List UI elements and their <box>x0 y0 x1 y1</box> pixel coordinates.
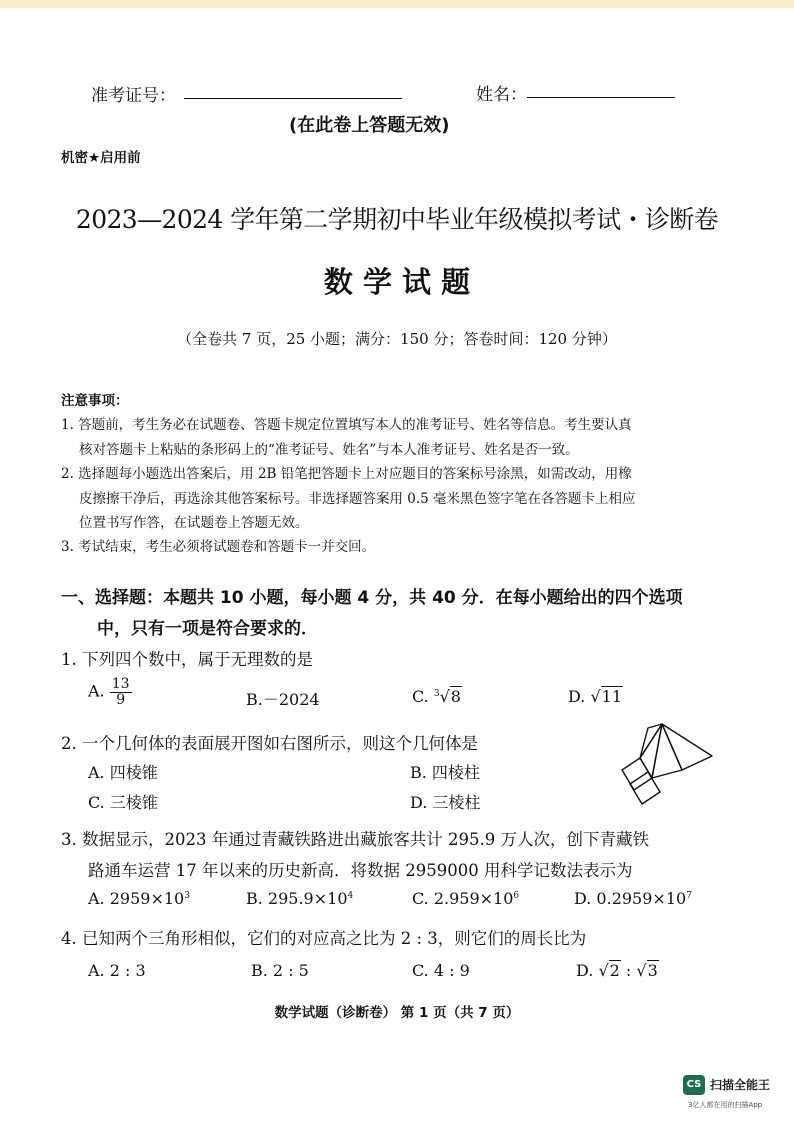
secret-mark: 机密★启用前 <box>61 150 141 166</box>
exam-id-label: 准考证号： <box>91 86 176 106</box>
note-1-line-2: 核对答题卡上粘贴的条形码上的“准考证号、姓名”与本人准考证号、姓名是否一致。 <box>79 442 579 458</box>
q4-d-separator: : <box>620 961 637 980</box>
name-label: 姓名： <box>476 85 527 105</box>
q1-option-c <box>412 687 462 706</box>
q4-option-d <box>576 961 659 980</box>
q1-c-cube-root: $^3$√8 <box>433 687 461 706</box>
q1-c-root-index: 3 <box>433 689 440 699</box>
section-1-heading-cont: 中，只有一项是符合要求的． <box>97 619 318 639</box>
net-figure <box>600 722 720 808</box>
q3-b-exponent: 4 <box>347 891 354 901</box>
q2-option-c: C. 三棱锥 <box>88 793 158 812</box>
q3-d-exponent: 7 <box>686 891 692 901</box>
q3-stem-line-1: 3. 数据显示，2023 年通过青藏铁路进出藏旅客共计 295.9 万人次，创下青藏铁 <box>61 830 649 849</box>
name-blank <box>527 96 675 98</box>
q3-option-b <box>246 889 353 908</box>
section-1-heading: 一、选择题：本题共 10 小题，每小题 4 分，共 40 分．在每小题给出的四个选项 <box>61 588 683 608</box>
exam-id-blank <box>184 97 402 99</box>
q4-d-radicand-1: 2 <box>609 961 620 980</box>
q2-option-b: B. 四棱柱 <box>410 763 480 782</box>
q4-d-radicand-2: 3 <box>647 961 658 980</box>
q3-stem-line-2: 路通车运营 17 年以来的历史新高．将数据 2959000 用科学记数法表示为 <box>88 861 633 880</box>
note-2-line-1: 2. 选择题每小题选出答案后，用 2B 铅笔把答题卡上对应题目的答案标号涂黑，如需改动，用橡 <box>61 466 632 482</box>
net-square-1 <box>622 758 652 790</box>
q4-d-sqrt-1: √2 <box>598 961 620 980</box>
q2-stem: 2. 一个几何体的表面展开图如右图所示，则这个几何体是 <box>61 734 478 753</box>
q2-option-a: A. 四棱锥 <box>88 763 158 782</box>
q1-c-label: C. <box>412 687 429 706</box>
q3-a-exponent: 3 <box>184 891 190 901</box>
q1-a-denominator: 9 <box>116 691 126 708</box>
net-triangle-1 <box>640 724 662 778</box>
q4-d-label: D. <box>576 961 594 980</box>
q1-d-sqrt: √11 <box>590 687 622 706</box>
q4-option-b: B. 2 : 5 <box>251 961 309 980</box>
q3-d-text: D. 0.2959×10 <box>574 889 687 908</box>
q1-d-radicand: 11 <box>601 687 622 706</box>
page-footer: 数学试题（诊断卷） 第 1 页（共 7 页） <box>274 1005 520 1021</box>
q3-a-text: A. 2959×10 <box>88 889 185 908</box>
q1-a-label: A. <box>88 681 105 701</box>
scan-edge <box>0 0 794 8</box>
q3-b-text: B. 295.9×10 <box>246 889 348 908</box>
note-2-line-2: 皮擦擦干净后，再选涂其他答案标号。非选择题答案用 0.5 毫米黑色签字笔在各答题卡上相应 <box>79 491 636 507</box>
q4-option-a: A. 2 : 3 <box>88 961 146 980</box>
q1-a-fraction <box>110 677 132 707</box>
q3-c-exponent: 6 <box>513 891 520 901</box>
note-2-line-3: 位置书写作答，在试题卷上答题无效。 <box>79 515 309 531</box>
q2-option-d: D. 三棱柱 <box>410 793 481 812</box>
q1-a-numerator: 13 <box>111 676 130 692</box>
q4-stem: 4. 已知两个三角形相似，它们的对应高之比为 2 : 3，则它们的周长比为 <box>61 929 587 948</box>
net-triangle-4 <box>662 724 712 770</box>
q3-option-a <box>88 889 190 908</box>
watermark-slogan: 3亿人都在用的扫描App <box>688 1101 763 1109</box>
invalid-note: (在此卷上答题无效) <box>289 115 450 136</box>
watermark-app-name: 扫描全能王 <box>710 1078 771 1092</box>
q1-d-label: D. <box>568 687 586 706</box>
note-3: 3. 考试结束，考生必须将试题卷和答题卡一并交回。 <box>61 539 376 555</box>
exam-title: 2023—2024 学年第二学期初中毕业年级模拟考试・诊断卷 <box>75 205 719 234</box>
q4-option-c: C. 4 : 9 <box>412 961 470 980</box>
q1-option-b: B.－2024 <box>246 690 320 709</box>
q3-c-text: C. 2.959×10 <box>412 889 514 908</box>
notes-heading: 注意事项： <box>61 393 129 409</box>
exam-info: （全卷共 7 页，25 小题；满分：150 分；答卷时间：120 分钟） <box>177 330 617 348</box>
q1-c-radicand: 8 <box>450 687 461 706</box>
subject-title: 数 学 试 题 <box>323 265 471 299</box>
q3-option-d <box>574 889 692 908</box>
q3-option-c <box>412 889 519 908</box>
q4-d-sqrt-2: √3 <box>636 961 658 980</box>
q1-stem: 1. 下列四个数中，属于无理数的是 <box>61 650 313 669</box>
q1-option-a <box>88 677 132 707</box>
camscanner-logo-icon: CS <box>683 1075 705 1095</box>
note-1-line-1: 1. 答题前，考生务必在试题卷、答题卡规定位置填写本人的准考证号、姓名等信息。考生要认真 <box>61 417 632 433</box>
q1-option-d <box>568 687 623 706</box>
